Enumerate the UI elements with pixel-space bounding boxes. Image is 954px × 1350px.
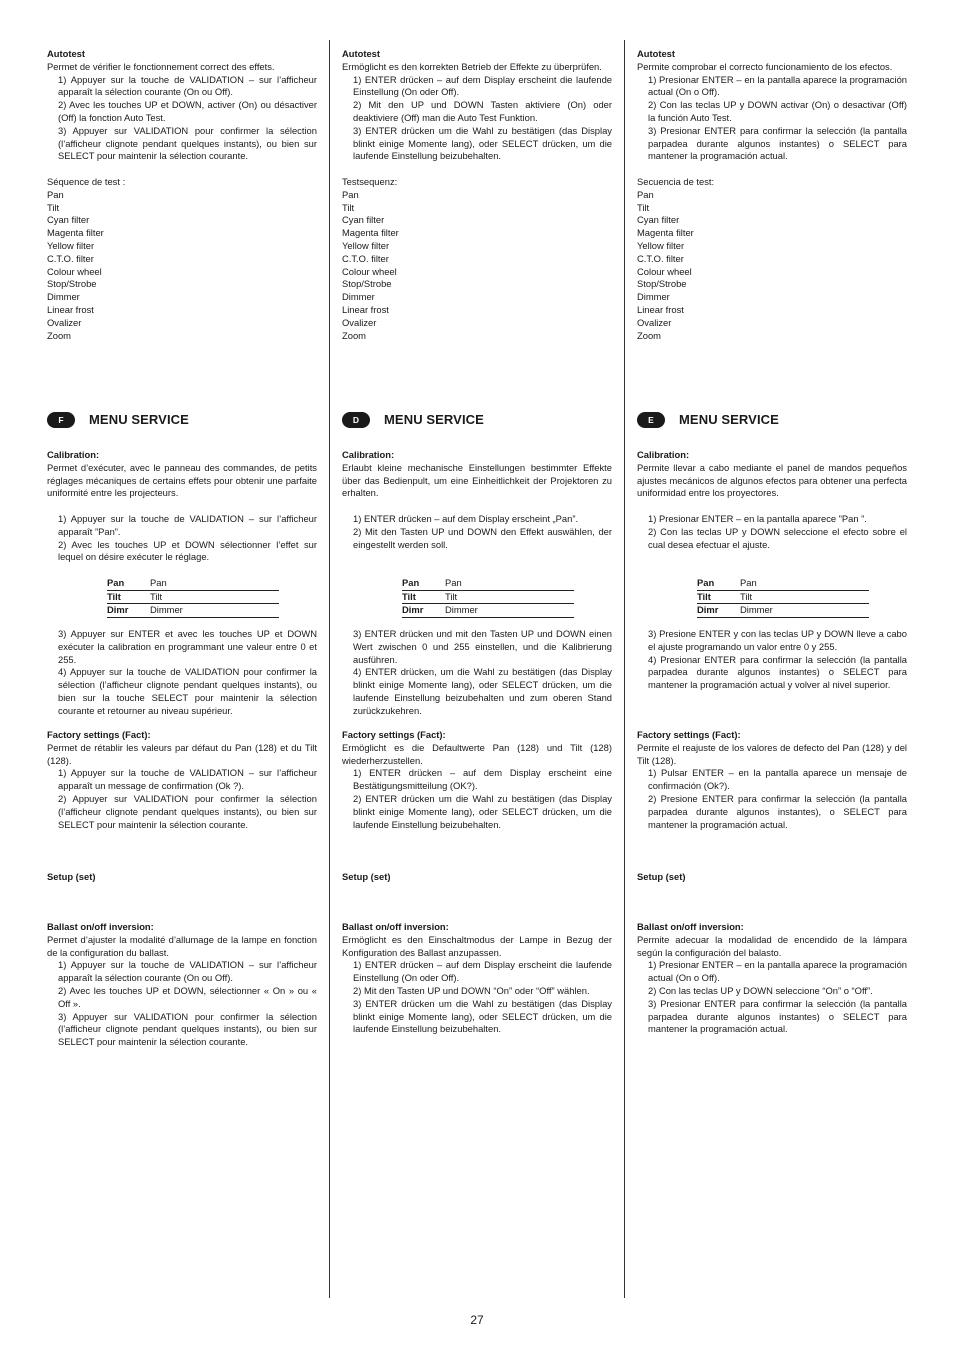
table-row [697, 604, 869, 618]
list-item: Linear frost [47, 303, 94, 315]
list-item: Pan [637, 188, 654, 200]
paragraph: Ermöglicht es die Defaultwerte Pan (128) und Tilt (128) wiederherzustellen. [342, 741, 612, 766]
list-item: 4) Appuyer sur la touche de VALIDATION pour confirmer la sélection (l’afficheur clignote pendant quelques instants), ou bien sur la touche SELECT pour maintenir la sélection courante et retourner au niveau supérieur. [58, 666, 317, 716]
autotest-section [47, 48, 317, 342]
list-item: C.T.O. filter [637, 252, 684, 264]
list-item: Yellow filter [342, 239, 390, 251]
paragraph: Erlaubt kleine mechanische Einstellungen bestimmter Effekte über das Bedienpult, um eine Einheitlichkeit der Projektoren zu erhalten. [342, 461, 612, 499]
spacer [47, 163, 317, 176]
language-badge: E [637, 412, 665, 428]
list-item: 1) ENTER drücken – auf dem Display erscheint die laufende Einstellung (On oder Off). [353, 73, 612, 98]
section-heading: Autotest [637, 48, 676, 59]
calibration-steps-b [47, 628, 317, 718]
list-item: Tilt [47, 201, 60, 213]
list-item: 3) Appuyer sur ENTER et avec les touches UP et DOWN exécuter la calibration en programmant une valeur entre 0 et 255. [58, 628, 317, 665]
page-number: 27 [470, 1313, 484, 1327]
ballast-steps [47, 959, 317, 1049]
list-item: Cyan filter [637, 214, 680, 226]
spacer [637, 500, 907, 513]
list-item: Yellow filter [637, 239, 685, 251]
ballast-section [637, 921, 907, 1036]
ballast-section [342, 921, 612, 1036]
table-key: Pan [697, 577, 740, 590]
list-item: 2) Con las teclas UP y DOWN seleccione el efecto sobre el cual desea efectuar el ajuste. [648, 525, 907, 550]
list-item: 3) ENTER drücken um die Wahl zu bestätigen (das Display blinkt einige Momente lang), oder SELECT drücken, um die laufende Einstellung beizubehalten. [353, 997, 612, 1035]
list-item: Ovalizer [342, 316, 377, 328]
calibration-steps-b [342, 628, 612, 718]
autotest-steps [637, 74, 907, 164]
factory-steps [47, 767, 317, 831]
calibration-section [342, 449, 612, 551]
table-key: Dimr [697, 604, 740, 618]
section-heading: Calibration: [47, 449, 100, 460]
list-item: Ovalizer [637, 316, 672, 328]
list-item: 2) Presione ENTER para confirmar la selección (la pantalla parpadea durante algunos instantes), o SELECT para mantener la programación actual. [648, 792, 907, 830]
table-value: Tilt [740, 590, 869, 604]
list-item: 3) ENTER drücken um die Wahl zu bestätigen (das Display blinkt einige Momente lang), oder SELECT drücken, um die laufende Einstellung beizubehalten. [353, 124, 612, 162]
factory-settings-section [342, 729, 612, 831]
list-item: 1) Presionar ENTER – en la pantalla aparece ”Pan ”. [648, 512, 867, 524]
list-item: Dimmer [47, 291, 80, 303]
list-item: Tilt [342, 201, 355, 213]
table-key: Tilt [402, 590, 445, 604]
factory-settings-section [637, 729, 907, 831]
table-row [697, 577, 869, 590]
list-item: Ovalizer [47, 316, 82, 328]
calibration-table [107, 577, 279, 618]
language-badge: F [47, 412, 75, 428]
menu-service-heading [637, 412, 779, 428]
list-item: Magenta filter [637, 227, 694, 239]
list-item: C.T.O. filter [342, 252, 389, 264]
list-item: Tilt [637, 201, 650, 213]
list-item: Zoom [637, 329, 661, 341]
calibration-steps [342, 513, 612, 551]
setup-heading: Setup (set) [47, 871, 96, 882]
ballast-section [47, 921, 317, 1049]
list-item: Dimmer [637, 291, 670, 303]
menu-service-heading [342, 412, 484, 428]
table-row [402, 590, 574, 604]
list-item: 3) Presione ENTER y con las teclas UP y DOWN lleve a cabo el ajuste programando un valor entre 0 y 255. [648, 628, 907, 652]
section-heading: Ballast on/off inversion: [342, 921, 449, 932]
list-item: 2) ENTER drücken um die Wahl zu bestätigen (das Display blinkt einige Momente lang), oder SELECT drücken, um die laufende Einstellung beizubehalten. [353, 792, 612, 830]
list-item: Linear frost [342, 303, 389, 315]
list-item: Dimmer [342, 291, 375, 303]
list-item: 4) Presionar ENTER para confirmar la selección (la pantalla parpadea durante algunos instantes) o SELECT para mantener la programación actual y volver al nivel superior. [648, 653, 907, 691]
autotest-steps [342, 74, 612, 164]
list-item: C.T.O. filter [47, 252, 94, 264]
list-item: Magenta filter [47, 227, 104, 239]
calibration-steps [47, 513, 317, 564]
list-item: 3) Appuyer sur VALIDATION pour confirmer la sélection (l’afficheur clignote pendant quelques instants), ou bien sur SELECT pour maintenir la sélection courante. [58, 124, 317, 162]
column-divider-2 [624, 40, 625, 1298]
ballast-steps [342, 959, 612, 1036]
list-item: 1) Presionar ENTER – en la pantalla aparece la programación actual (On o Off). [648, 959, 907, 984]
list-item: Colour wheel [47, 265, 102, 277]
sequence-label: Testsequenz: [342, 175, 398, 187]
list-item: 4) ENTER drücken, um die Wahl zu bestätigen (das Display blinkt einige Momente lang), oder SELECT drücken, um die laufende Einstellung beizubehalten und zum oberen Stand zurückzukehren. [353, 666, 612, 716]
paragraph: Permite llevar a cabo mediante el panel de mandos pequeños ajustes mecánicos de algunos efectos para obtener una perfecta uniformidad entre los proyectores. [637, 461, 907, 499]
factory-settings-section [47, 729, 317, 831]
table-value: Dimmer [445, 604, 574, 618]
list-item: 1) Presionar ENTER – en la pantalla aparece la programación actual (On o Off). [648, 73, 907, 98]
section-heading: Factory settings (Fact): [47, 729, 151, 740]
factory-steps [342, 767, 612, 831]
table-value: Tilt [445, 590, 574, 604]
paragraph: Permet de rétablir les valeurs par défaut du Pan (128) et du Tilt (128). [47, 741, 317, 766]
autotest-section [342, 48, 612, 342]
section-heading: Factory settings (Fact): [342, 729, 446, 740]
list-item: Magenta filter [342, 227, 399, 239]
table-row [107, 590, 279, 604]
table-value: Dimmer [150, 604, 279, 618]
calibration-table [402, 577, 574, 618]
list-item: Stop/Strobe [637, 278, 687, 290]
table-key: Tilt [107, 590, 150, 604]
paragraph: Permet d’ajuster la modalité d’allumage de la lampe en fonction de la configuration du ballast. [47, 933, 317, 958]
section-heading: Calibration: [342, 449, 395, 460]
section-heading: Ballast on/off inversion: [637, 921, 744, 932]
list-item: Linear frost [637, 303, 684, 315]
list-item: Stop/Strobe [342, 278, 392, 290]
list-item: 2) Mit den Tasten UP und DOWN “On” oder “Off” wählen. [353, 984, 590, 996]
list-item: 1) Appuyer sur la touche de VALIDATION – sur l’afficheur apparaît un message de confirmation (Ok ?). [58, 767, 317, 792]
list-item: 2) Con las teclas UP y DOWN activar (On) o desactivar (Off) la función Auto Test. [648, 99, 907, 123]
calibration-steps-continued [342, 628, 612, 718]
list-item: 1) ENTER drücken – auf dem Display erscheint „Pan”. [353, 512, 579, 524]
list-item: Yellow filter [47, 239, 95, 251]
list-item: 2) Mit den UP und DOWN Tasten aktiviere (On) oder deaktiviere (Off) man die Auto Test Funktion. [353, 99, 612, 123]
table-key: Dimr [402, 604, 445, 618]
calibration-section [47, 449, 317, 564]
table-value: Pan [740, 577, 869, 590]
menu-title: MENU SERVICE [679, 411, 779, 427]
table-row [107, 604, 279, 618]
test-sequence-list [342, 189, 612, 343]
list-item: 3) Presionar ENTER para confirmar la selección (la pantalla parpadea durante algunos instantes) o SELECT para mantener la programación actual. [648, 997, 907, 1035]
paragraph: Permite adecuar la modalidad de encendido de la lámpara según la configuración del balasto. [637, 933, 907, 958]
calibration-steps-b [637, 628, 907, 692]
calibration-section [637, 449, 907, 551]
table-row [402, 577, 574, 590]
table-row [402, 604, 574, 618]
spacer [342, 163, 612, 176]
list-item: 1) Appuyer sur la touche de VALIDATION – sur l’afficheur apparaît la sélection courante (On ou Off). [58, 73, 317, 98]
setup-heading: Setup (set) [637, 871, 686, 882]
list-item: Zoom [342, 329, 366, 341]
sequence-label: Séquence de test : [47, 175, 126, 187]
list-item: 2) Appuyer sur VALIDATION pour confirmer la sélection (l’afficheur clignote pendant quelques instants), ou bien sur SELECT pour maintenir la sélection courante. [58, 792, 317, 830]
table-row [107, 577, 279, 590]
test-sequence-list [637, 189, 907, 343]
list-item: 1) ENTER drücken – auf dem Display erscheint die laufende Einstellung (On oder Off). [353, 959, 612, 984]
list-item: 1) Appuyer sur la touche de VALIDATION – sur l’afficheur apparaît ”Pan”. [58, 512, 317, 537]
calibration-steps-continued [47, 628, 317, 718]
section-heading: Factory settings (Fact): [637, 729, 741, 740]
calibration-steps [637, 513, 907, 551]
factory-steps [637, 767, 907, 831]
table-key: Dimr [107, 604, 150, 618]
list-item: 2) Avec les touches UP et DOWN sélectionner l’effet sur lequel on désire exécuter le réglage. [58, 538, 317, 563]
table-value: Pan [150, 577, 279, 590]
paragraph: Permet d’exécuter, avec le panneau des commandes, de petits réglages mécaniques de certains effets pour obtenir une parfaite uniformité entre les projecteurs. [47, 461, 317, 499]
table-value: Dimmer [740, 604, 869, 618]
menu-title: MENU SERVICE [384, 411, 484, 427]
list-item: 1) ENTER drücken – auf dem Display erscheint eine Bestätigungsmitteilung (OK?). [353, 767, 612, 792]
table-key: Pan [402, 577, 445, 590]
list-item: 2) Avec les touches UP et DOWN, sélectionner « On » ou « Off ». [58, 984, 317, 1009]
section-heading: Autotest [47, 48, 86, 59]
paragraph: Permet de vérifier le fonctionnement correct des effets. [47, 60, 275, 72]
list-item: Zoom [47, 329, 71, 341]
list-item: Colour wheel [637, 265, 692, 277]
spacer [342, 500, 612, 513]
column-divider-1 [329, 40, 330, 1298]
section-heading: Calibration: [637, 449, 690, 460]
list-item: Cyan filter [47, 214, 90, 226]
table-value: Tilt [150, 590, 279, 604]
ballast-steps [637, 959, 907, 1036]
table-row [697, 590, 869, 604]
calibration-table [697, 577, 869, 618]
list-item: 3) Appuyer sur VALIDATION pour confirmer la sélection (l’afficheur clignote pendant quelques instants), ou bien sur SELECT pour maintenir la sélection courante. [58, 1010, 317, 1048]
paragraph: Ermöglicht es den Einschaltmodus der Lampe in Bezug der Konfiguration des Ballast anzupassen. [342, 933, 612, 958]
menu-title: MENU SERVICE [89, 411, 189, 427]
list-item: 2) Avec les touches UP et DOWN, activer (On) ou désactiver (Off) la fonction Auto Test. [58, 99, 317, 123]
sequence-label: Secuencia de test: [637, 175, 715, 187]
list-item: 1) Appuyer sur la touche de VALIDATION – sur l’afficheur apparaît la sélection courante (On ou Off). [58, 959, 317, 984]
paragraph: Ermöglicht es den korrekten Betrieb der Effekte zu überprüfen. [342, 60, 602, 72]
table-value: Pan [445, 577, 574, 590]
calibration-steps-continued [637, 628, 907, 692]
paragraph: Permite el reajuste de los valores de defecto del Pan (128) y del Tilt (128). [637, 741, 907, 766]
list-item: Stop/Strobe [47, 278, 97, 290]
list-item: 1) Pulsar ENTER – en la pantalla aparece un mensaje de confirmación (Ok?). [648, 767, 907, 792]
autotest-steps [47, 74, 317, 164]
list-item: Pan [342, 188, 359, 200]
spacer [637, 163, 907, 176]
table-key: Tilt [697, 590, 740, 604]
paragraph: Permite comprobar el correcto funcionamiento de los efectos. [637, 60, 893, 72]
list-item: 2) Con las teclas UP y DOWN seleccione “On” o “Off”. [648, 984, 873, 996]
list-item: Cyan filter [342, 214, 385, 226]
list-item: Pan [47, 188, 64, 200]
section-heading: Autotest [342, 48, 381, 59]
setup-heading: Setup (set) [342, 871, 391, 882]
list-item: 2) Mit den Tasten UP und DOWN den Effekt auswählen, der eingestellt werden soll. [353, 525, 612, 550]
spacer [47, 500, 317, 513]
menu-service-heading [47, 412, 189, 428]
list-item: 3) ENTER drücken und mit den Tasten UP und DOWN einen Wert zwischen 0 und 255 einstellen, und die Kalibrierung ausführen. [353, 628, 612, 665]
table-key: Pan [107, 577, 150, 590]
section-heading: Ballast on/off inversion: [47, 921, 154, 932]
list-item: 3) Presionar ENTER para confirmar la selección (la pantalla parpadea durante algunos instantes) o SELECT para mantener la programación actual. [648, 124, 907, 162]
list-item: Colour wheel [342, 265, 397, 277]
test-sequence-list [47, 189, 317, 343]
language-badge: D [342, 412, 370, 428]
autotest-section [637, 48, 907, 342]
